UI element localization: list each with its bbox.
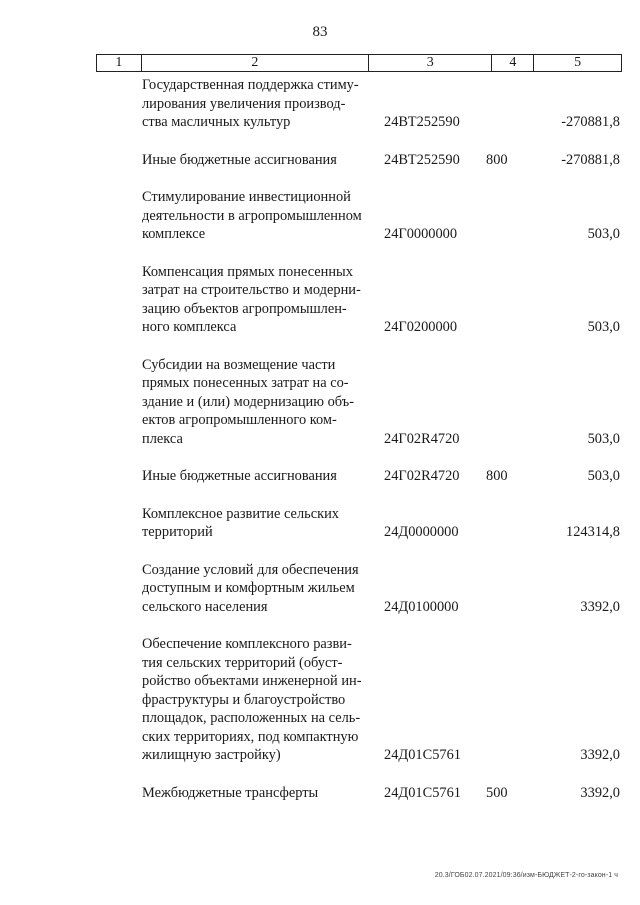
row-amount: 3392,0 xyxy=(580,747,620,763)
row-expense-type: 800 xyxy=(486,151,508,168)
table-row xyxy=(96,635,626,765)
row-description: Иные бюджетные ассигнования xyxy=(142,468,337,484)
row-code: 24Д01С5761 xyxy=(384,747,461,763)
row-amount: 503,0 xyxy=(587,226,620,242)
table-row xyxy=(96,561,626,617)
row-expense-type: 800 xyxy=(486,468,508,484)
row-description: Создание условий для обеспечения доступным и комфортным жильем сельского населения xyxy=(142,561,359,615)
row-amount: 3392,0 xyxy=(580,598,620,615)
row-amount: 124314,8 xyxy=(566,524,620,540)
header-col-4: 4 xyxy=(492,55,534,71)
table-row xyxy=(96,76,626,132)
row-amount: 503,0 xyxy=(587,319,620,335)
table-row xyxy=(96,188,626,244)
row-code: 24Д0100000 xyxy=(384,598,459,615)
row-description: Компенсация прямых понесенных затрат на строительство и модерни- зацию объектов агропромышлен- ного комплекса xyxy=(142,263,361,335)
table-body xyxy=(96,74,626,802)
header-col-2: 2 xyxy=(142,55,369,71)
footer-stamp: 20.3/ГОБ02.07.2021/09:36/изм-БЮДЖЕТ-2-го-закон-1 ч xyxy=(434,872,618,879)
table-header xyxy=(96,54,622,72)
row-description: Комплексное развитие сельских территорий xyxy=(142,505,339,540)
row-amount: -270881,8 xyxy=(561,151,620,168)
row-description: Стимулирование инвестиционной деятельности в агропромышленном комплексе xyxy=(142,189,362,242)
header-col-5: 5 xyxy=(574,55,582,70)
header-col-3: 3 xyxy=(369,55,493,71)
table-row xyxy=(96,467,626,486)
row-description: Иные бюджетные ассигнования xyxy=(142,151,337,168)
table-row xyxy=(96,151,626,170)
row-code: 24Г0200000 xyxy=(384,319,458,335)
table-row xyxy=(96,263,626,337)
row-code: 24ВТ252590 xyxy=(384,114,460,130)
table-row xyxy=(96,505,626,542)
row-code: 24Д01С5761 xyxy=(384,784,461,801)
table-row xyxy=(96,784,626,803)
row-description: Субсидии на возмещение части прямых понесенных затрат на со- здание и (или) модернизацию объ- ектов агропромышленного ком- плекса xyxy=(142,356,354,447)
row-code: 24Г02R4720 xyxy=(384,430,460,447)
row-expense-type: 500 xyxy=(486,784,508,801)
table-row xyxy=(96,356,626,449)
row-amount: 503,0 xyxy=(587,468,620,484)
row-description: Обеспечение комплексного разви- тия сельских территорий (обуст- ройство объектами инженерной ин- фраструктуры и благоустройство площадок, расположенных на сель- ских территориях, под компактную жилищную застройку) xyxy=(142,636,362,763)
row-amount: 503,0 xyxy=(587,430,620,447)
row-code: 24Д0000000 xyxy=(384,524,459,540)
row-description: Межбюджетные трансферты xyxy=(142,784,319,801)
row-code: 24ВТ252590 xyxy=(384,151,460,168)
row-code: 24Г0000000 xyxy=(384,226,458,242)
row-description: Государственная поддержка стиму- лирования увеличения производ- ства масличных культур xyxy=(142,77,359,130)
row-amount: -270881,8 xyxy=(561,114,620,130)
header-col-1: 1 xyxy=(97,55,142,71)
row-amount: 3392,0 xyxy=(580,784,620,801)
page-number: 83 xyxy=(312,24,328,40)
row-code: 24Г02R4720 xyxy=(384,468,460,484)
